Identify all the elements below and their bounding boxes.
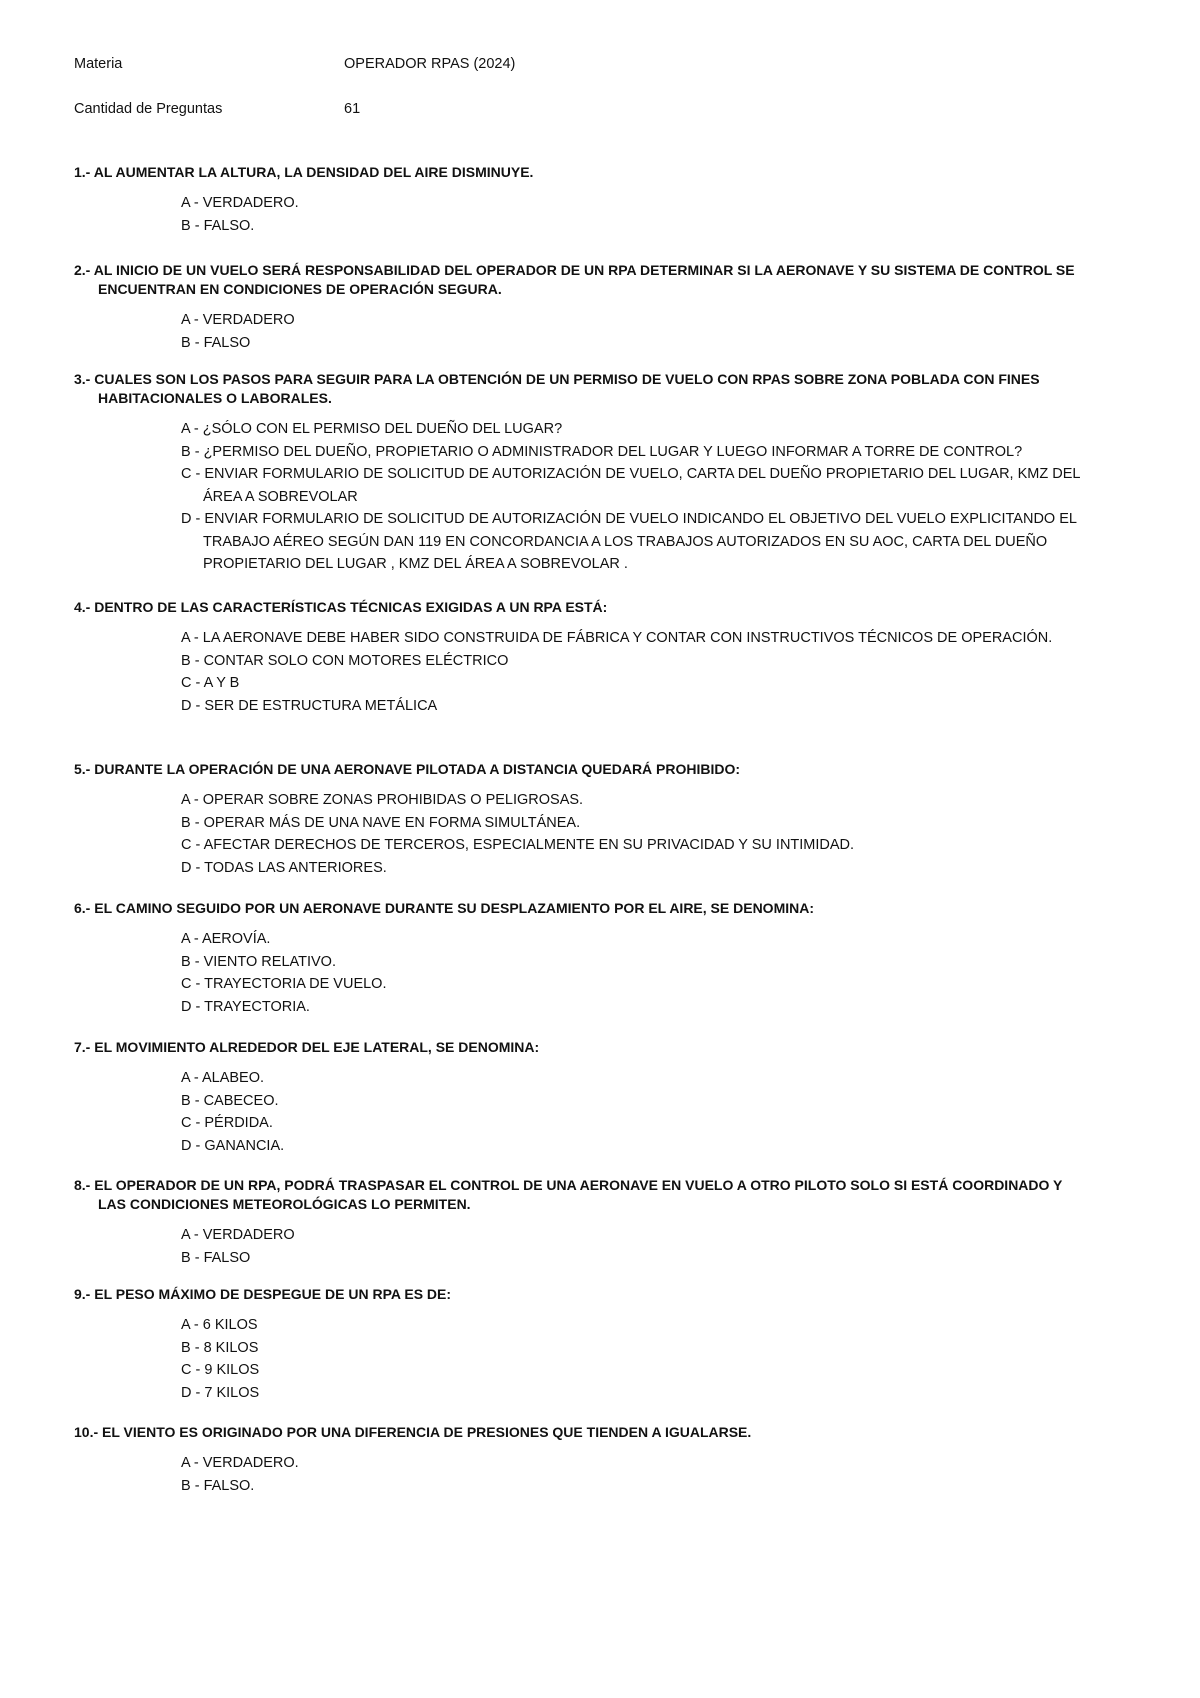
option-text: TRAYECTORIA DE VUELO.	[204, 976, 387, 992]
option-list	[181, 1224, 1084, 1269]
question-item	[74, 760, 1084, 879]
question-text	[74, 370, 1084, 408]
option-text: 9 KILOS	[204, 1362, 260, 1378]
option-text: ENVIAR FORMULARIO DE SOLICITUD DE AUTORIZACIÓN DE VUELO INDICANDO EL OBJETIVO DEL VUELO EXPLICITANDO EL TRABAJO AÉREO SEGÚN DAN 119 EN CONCORDANCIA A LOS TRABAJOS AUTORIZADOS EN SU AOC, CARTA DEL DUEÑO PROPIETARIO DEL LUGAR , KMZ DEL ÁREA A SOBREVOLAR .	[203, 511, 1077, 572]
question-statement: DENTRO DE LAS CARACTERÍSTICAS TÉCNICAS EXIGIDAS A UN RPA ESTÁ:	[94, 599, 608, 615]
option-text: VIENTO RELATIVO.	[203, 953, 336, 970]
question-text	[74, 163, 1084, 182]
question-number: 9.-	[74, 1286, 91, 1302]
option-item	[181, 627, 1084, 650]
question-text	[74, 760, 1084, 779]
option-item	[181, 1247, 1084, 1270]
option-item	[181, 309, 1084, 332]
option-list	[181, 1452, 1084, 1497]
question-number: 8.-	[74, 1177, 91, 1193]
option-text: ALABEO.	[201, 1070, 265, 1086]
question-number: 2.-	[74, 262, 91, 278]
option-list	[181, 789, 1084, 879]
option-item	[181, 1112, 1084, 1135]
option-text: CONTAR SOLO CON MOTORES ELÉCTRICO	[203, 652, 509, 669]
option-item	[181, 1067, 1084, 1090]
option-letter: A -	[181, 195, 199, 211]
option-text: AFECTAR DERECHOS DE TERCEROS, ESPECIALMENTE EN SU PRIVACIDAD Y SU INTIMIDAD.	[203, 837, 855, 853]
option-letter: D -	[181, 697, 201, 714]
option-item	[181, 192, 1084, 215]
option-text: LA AERONAVE DEBE HABER SIDO CONSTRUIDA DE FÁBRICA Y CONTAR CON INSTRUCTIVOS TÉCNICOS DE OPERACIÓN.	[202, 630, 1053, 646]
question-item	[74, 1285, 1084, 1404]
option-item	[181, 812, 1084, 835]
question-statement: CUALES SON LOS PASOS PARA SEGUIR PARA LA OBTENCIÓN DE UN PERMISO DE VUELO CON RPAS SOBRE ZONA POBLADA CON FINES HABITACIONALES O LABORALES.	[94, 371, 1040, 406]
option-item	[181, 951, 1084, 974]
option-letter: B -	[181, 652, 200, 669]
option-letter: A -	[181, 1227, 199, 1243]
question-item	[74, 163, 1084, 237]
question-text	[74, 899, 1084, 918]
option-text: FALSO.	[203, 217, 255, 234]
option-list	[181, 192, 1084, 237]
option-item	[181, 928, 1084, 951]
option-letter: A -	[181, 630, 199, 646]
question-item	[74, 370, 1084, 576]
option-item	[181, 650, 1084, 673]
option-text: 8 KILOS	[203, 1339, 259, 1356]
option-item	[181, 1314, 1084, 1337]
question-number: 1.-	[74, 164, 91, 180]
option-text: ¿PERMISO DEL DUEÑO, PROPIETARIO O ADMINISTRADOR DEL LUGAR Y LUEGO INFORMAR A TORRE DE CONTROL?	[203, 443, 1023, 460]
option-item	[181, 789, 1084, 812]
option-list	[181, 1067, 1084, 1157]
question-statement: AL INICIO DE UN VUELO SERÁ RESPONSABILIDAD DEL OPERADOR DE UN RPA DETERMINAR SI LA AERONAVE Y SU SISTEMA DE CONTROL SE ENCUENTRAN EN CONDICIONES DE OPERACIÓN SEGURA.	[93, 262, 1075, 297]
question-statement: EL OPERADOR DE UN RPA, PODRÁ TRASPASAR EL CONTROL DE UNA AERONAVE EN VUELO A OTRO PILOTO SOLO SI ESTÁ COORDINADO Y LAS CONDICIONES METEOROLÓGICAS LO PERMITEN.	[94, 1177, 1063, 1212]
option-letter: D -	[181, 998, 201, 1015]
question-number: 4.-	[74, 599, 91, 615]
question-item	[74, 1176, 1084, 1269]
option-letter: D -	[181, 859, 201, 876]
option-letter: C -	[181, 1115, 201, 1131]
question-statement: AL AUMENTAR LA ALTURA, LA DENSIDAD DEL AIRE DISMINUYE.	[93, 164, 534, 180]
option-item	[181, 1090, 1084, 1113]
option-letter: B -	[181, 443, 200, 460]
option-letter: A -	[181, 792, 199, 808]
question-text	[74, 1423, 1084, 1442]
question-statement: DURANTE LA OPERACIÓN DE UNA AERONAVE PILOTADA A DISTANCIA QUEDARÁ PROHIBIDO:	[94, 761, 741, 777]
question-number: 7.-	[74, 1039, 91, 1055]
option-text: A Y B	[203, 675, 240, 691]
option-text: VERDADERO	[202, 1227, 295, 1243]
option-text: GANANCIA.	[204, 1137, 285, 1154]
option-text: AEROVÍA.	[201, 931, 271, 947]
option-item	[181, 441, 1084, 464]
option-item	[181, 996, 1084, 1019]
option-list	[181, 418, 1084, 576]
option-text: SER DE ESTRUCTURA METÁLICA	[204, 697, 438, 714]
option-item	[181, 857, 1084, 880]
question-text	[74, 1038, 1084, 1057]
question-text	[74, 261, 1084, 299]
option-text: ENVIAR FORMULARIO DE SOLICITUD DE AUTORIZACIÓN DE VUELO, CARTA DEL DUEÑO PROPIETARIO DEL LUGAR, KMZ DEL ÁREA A SOBREVOLAR	[203, 466, 1080, 505]
option-letter: C -	[181, 1362, 201, 1378]
option-letter: A -	[181, 312, 199, 328]
option-letter: B -	[181, 217, 200, 234]
option-text: OPERAR MÁS DE UNA NAVE EN FORMA SIMULTÁNEA.	[203, 814, 581, 831]
option-text: VERDADERO.	[202, 1455, 299, 1471]
question-number: 3.-	[74, 371, 91, 387]
option-item	[181, 1337, 1084, 1360]
option-text: 7 KILOS	[204, 1384, 260, 1401]
option-letter: B -	[181, 1249, 200, 1266]
option-letter: D -	[181, 1384, 201, 1401]
option-list	[181, 928, 1084, 1018]
option-item	[181, 1224, 1084, 1247]
option-item	[181, 1382, 1084, 1405]
option-item	[181, 834, 1084, 857]
question-statement: EL MOVIMIENTO ALREDEDOR DEL EJE LATERAL, SE DENOMINA:	[94, 1039, 540, 1055]
option-letter: C -	[181, 466, 201, 482]
option-letter: A -	[181, 1317, 199, 1333]
question-number: 5.-	[74, 761, 91, 777]
question-item	[74, 1038, 1084, 1157]
question-statement: EL VIENTO ES ORIGINADO POR UNA DIFERENCIA DE PRESIONES QUE TIENDEN A IGUALARSE.	[102, 1424, 752, 1440]
option-list	[181, 627, 1084, 717]
option-text: FALSO	[203, 1249, 251, 1266]
option-letter: B -	[181, 334, 200, 351]
option-item	[181, 1475, 1084, 1498]
question-item	[74, 899, 1084, 1018]
question-number: 10.-	[74, 1424, 99, 1440]
option-letter: C -	[181, 837, 201, 853]
option-text: TRAYECTORIA.	[204, 998, 310, 1015]
option-letter: B -	[181, 1092, 200, 1109]
option-item	[181, 1135, 1084, 1158]
option-letter: B -	[181, 953, 200, 970]
question-statement: EL CAMINO SEGUIDO POR UN AERONAVE DURANTE SU DESPLAZAMIENTO POR EL AIRE, SE DENOMINA:	[94, 900, 814, 916]
subject-label: Materia	[74, 56, 123, 72]
option-list	[181, 309, 1084, 354]
option-list	[181, 1314, 1084, 1404]
option-item	[181, 1359, 1084, 1382]
question-item	[74, 1423, 1084, 1497]
question-text	[74, 598, 1084, 617]
question-item	[74, 598, 1084, 717]
option-text: VERDADERO	[202, 312, 295, 328]
option-letter: C -	[181, 675, 201, 691]
option-item	[181, 463, 1084, 508]
option-text: TODAS LAS ANTERIORES.	[204, 859, 387, 876]
option-text: 6 KILOS	[202, 1317, 258, 1333]
option-letter: A -	[181, 931, 199, 947]
option-text: PÉRDIDA.	[204, 1115, 273, 1131]
option-letter: B -	[181, 1477, 200, 1494]
option-letter: C -	[181, 976, 201, 992]
option-letter: A -	[181, 1455, 199, 1471]
option-letter: D -	[181, 1137, 201, 1154]
option-item	[181, 418, 1084, 441]
option-item	[181, 332, 1084, 355]
question-count-value: 61	[344, 101, 361, 117]
option-letter: A -	[181, 421, 199, 437]
subject-value: OPERADOR RPAS (2024)	[344, 56, 516, 72]
option-item	[181, 973, 1084, 996]
question-statement: EL PESO MÁXIMO DE DESPEGUE DE UN RPA ES DE:	[94, 1286, 452, 1302]
option-letter: A -	[181, 1070, 199, 1086]
option-item	[181, 672, 1084, 695]
option-text: FALSO	[203, 334, 251, 351]
question-number: 6.-	[74, 900, 91, 916]
option-text: FALSO.	[203, 1477, 255, 1494]
question-item	[74, 261, 1084, 354]
option-letter: B -	[181, 1339, 200, 1356]
question-count-label: Cantidad de Preguntas	[74, 101, 223, 117]
option-item	[181, 508, 1084, 576]
option-item	[181, 215, 1084, 238]
option-letter: D -	[181, 511, 201, 527]
option-text: ¿SÓLO CON EL PERMISO DEL DUEÑO DEL LUGAR?	[202, 421, 563, 437]
option-letter: B -	[181, 814, 200, 831]
option-text: OPERAR SOBRE ZONAS PROHIBIDAS O PELIGROSAS.	[202, 792, 584, 808]
question-text	[74, 1285, 1084, 1304]
option-text: CABECEO.	[203, 1092, 279, 1109]
option-text: VERDADERO.	[202, 195, 299, 211]
question-text	[74, 1176, 1084, 1214]
option-item	[181, 695, 1084, 718]
option-item	[181, 1452, 1084, 1475]
